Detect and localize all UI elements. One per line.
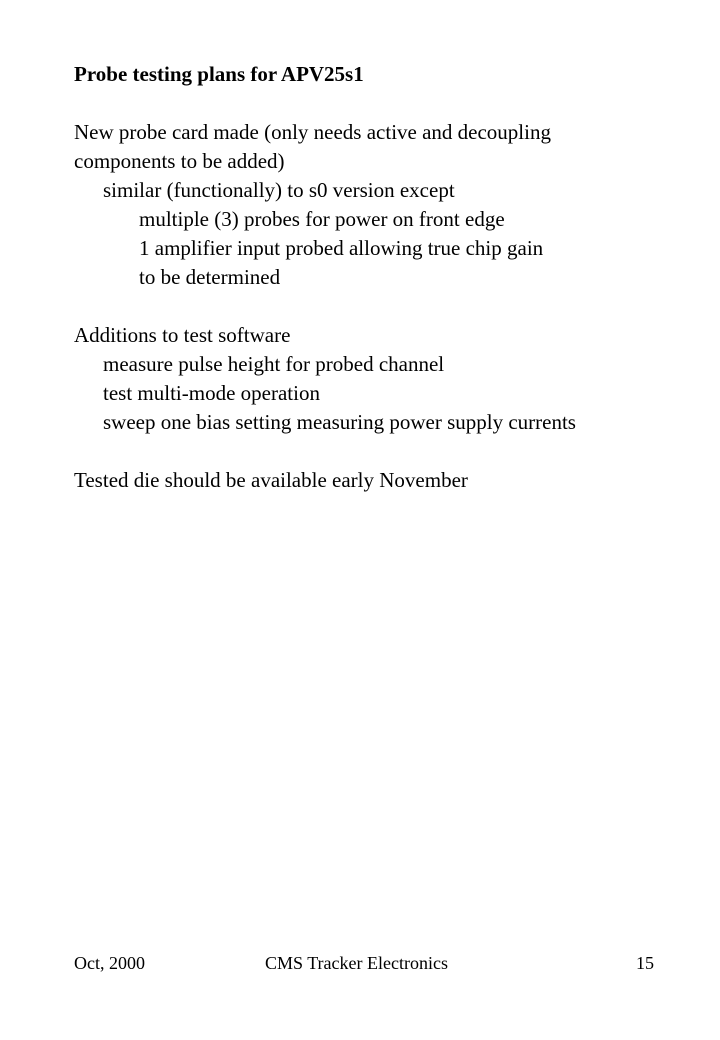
text-line: Tested die should be available early November [74, 468, 468, 492]
text-line: components to be added) [74, 149, 285, 173]
footer-title: CMS Tracker Electronics [265, 953, 448, 973]
text-line: New probe card made (only needs active and decoupling [74, 120, 551, 144]
availability-section [74, 466, 694, 495]
sub-item: similar (functionally) to s0 version except [103, 178, 455, 202]
sub-sub-item: to be determined [139, 265, 281, 289]
list-item: measure pulse height for probed channel [103, 352, 445, 376]
footer [0, 953, 720, 977]
list-item: test multi-mode operation [103, 381, 320, 405]
page-title: Probe testing plans for APV25s1 [74, 62, 364, 86]
footer-date: Oct, 2000 [74, 953, 145, 973]
probe-card-section [74, 118, 694, 292]
list-item: sweep one bias setting measuring power supply currents [103, 410, 576, 434]
sub-sub-item: 1 amplifier input probed allowing true chip gain [139, 236, 544, 260]
section-heading: Additions to test software [74, 323, 291, 347]
software-section [74, 321, 694, 437]
slide-content [74, 60, 694, 524]
page-number: 15 [636, 953, 654, 973]
sub-sub-item: multiple (3) probes for power on front edge [139, 207, 505, 231]
